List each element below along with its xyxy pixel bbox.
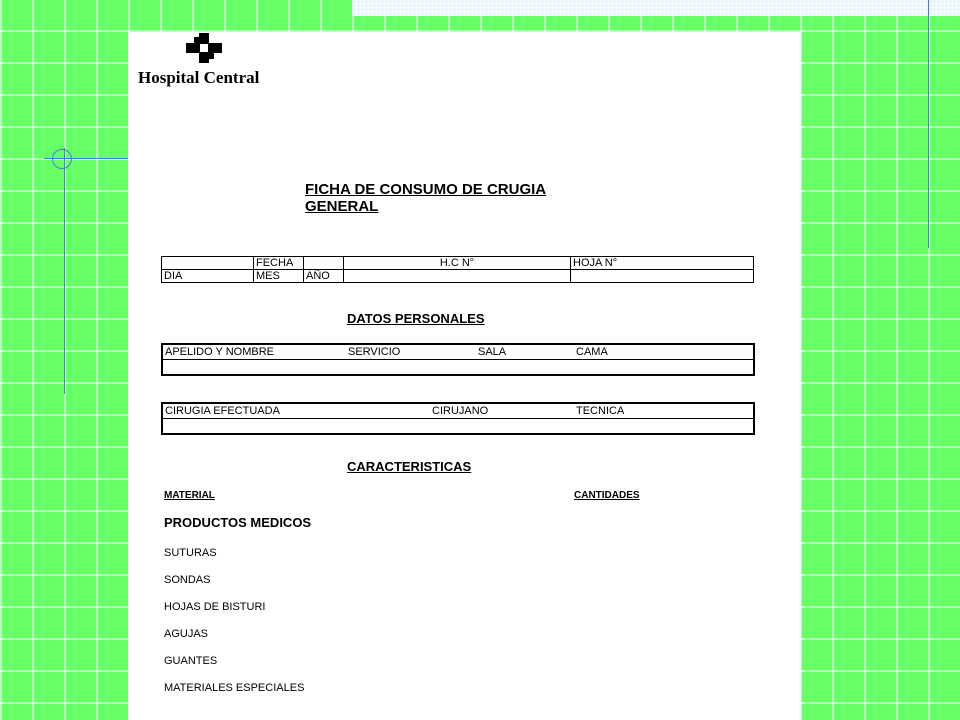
form-title [305, 181, 605, 215]
datos-personales-input-row[interactable] [162, 360, 754, 376]
header-cell-hc-value[interactable] [344, 270, 571, 283]
header-table-row [162, 270, 754, 283]
servicio-label: SERVICIO [346, 344, 476, 360]
header-cell-hc: H.C N° [344, 257, 571, 270]
list-item-materiales-especiales: MATERIALES ESPECIALES [164, 682, 305, 694]
sala-label: SALA [476, 344, 574, 360]
header-table [161, 256, 754, 283]
cirugia-table [161, 402, 755, 435]
header-cell-fecha: FECHA [254, 257, 304, 270]
header-cell-hoja: HOJA N° [571, 257, 754, 270]
material-column-label: MATERIAL [164, 490, 215, 501]
cross-logo-icon [186, 33, 222, 63]
cama-label: CAMA [574, 344, 754, 360]
hospital-logo [136, 32, 276, 92]
datos-personales-table [161, 343, 755, 376]
decorative-vertical-line [64, 148, 65, 394]
cantidades-column-label: CANTIDADES [574, 490, 640, 501]
list-item-hojas-de-bisturi: HOJAS DE BISTURI [164, 601, 266, 613]
header-cell-empty [162, 257, 254, 270]
cirugia-header-row [162, 403, 754, 419]
header-cell-dia: DIA [162, 270, 254, 283]
datos-personales-title: DATOS PERSONALES [347, 311, 485, 326]
form-title-line-1: FICHA DE CONSUMO DE CRUGIA [305, 181, 547, 198]
hospital-name: Hospital Central [138, 68, 260, 87]
list-item-sondas: SONDAS [164, 574, 211, 586]
datos-personales-entry[interactable] [162, 360, 754, 376]
cirugia-input-row[interactable] [162, 419, 754, 435]
list-item-agujas: AGUJAS [164, 628, 209, 640]
header-cell-empty-2 [304, 257, 344, 270]
cirujano-label: CIRUJANO [430, 403, 574, 419]
apellido-nombre-label: APELIDO Y NOMBRE [162, 344, 346, 360]
top-pattern-strip [352, 0, 960, 16]
header-cell-ano: AÑO [304, 270, 344, 283]
materials-list [164, 546, 304, 708]
datos-personales-header-row [162, 344, 754, 360]
decorative-circle [52, 149, 72, 169]
productos-medicos-title: PRODUCTOS MEDICOS [164, 515, 312, 530]
list-item-guantes: GUANTES [164, 655, 218, 667]
header-cell-hoja-value[interactable] [571, 270, 754, 283]
decorative-vertical-line-right [928, 0, 929, 248]
tecnica-label: TECNICA [574, 403, 754, 419]
form-title-line-2: GENERAL [305, 198, 379, 215]
document-sheet [128, 32, 801, 720]
cirugia-entry[interactable] [162, 419, 754, 435]
cirugia-efectuada-label: CIRUGIA EFECTUADA [162, 403, 430, 419]
caracteristicas-title: CARACTERISTICAS [347, 459, 472, 474]
list-item-suturas: SUTURAS [164, 547, 217, 559]
header-table-row [162, 257, 754, 270]
header-cell-mes: MES [254, 270, 304, 283]
